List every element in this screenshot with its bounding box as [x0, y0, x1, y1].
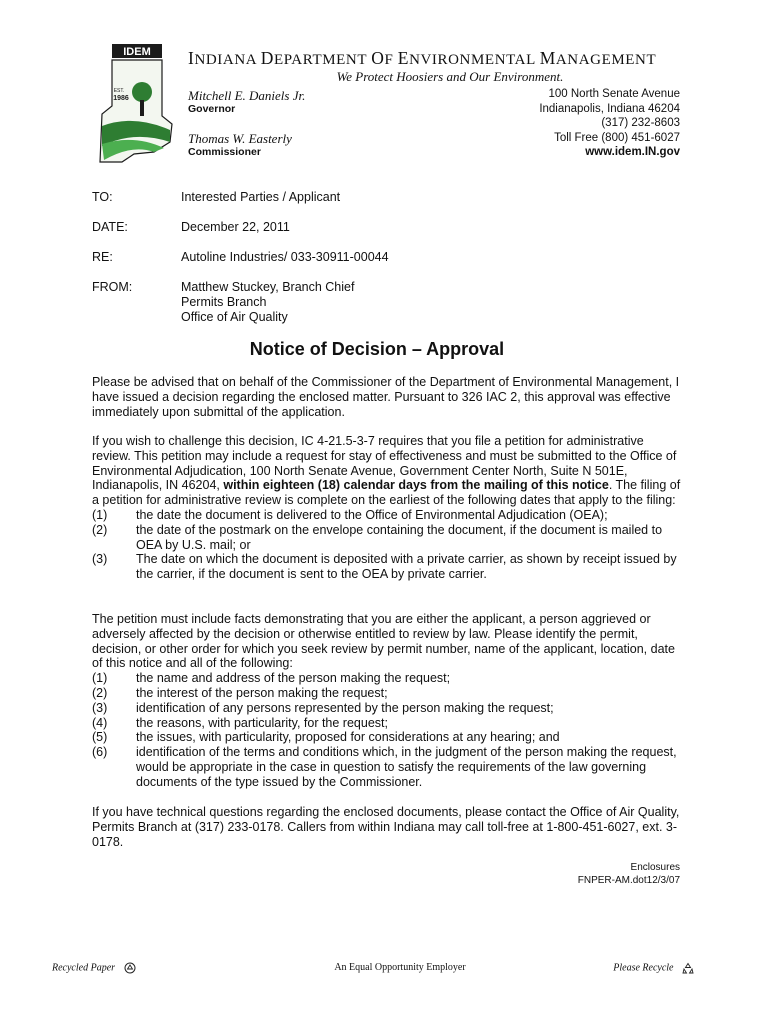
list-item-text: the reasons, with particularity, for the request; [136, 715, 388, 730]
filing-dates-list [92, 508, 686, 582]
list-item-number: (3) [92, 552, 108, 567]
logo-text: IDEM [123, 46, 151, 58]
phone: (317) 232-8603 [601, 117, 680, 129]
logo-year: 1986 [113, 95, 129, 102]
date-label: DATE: [92, 220, 128, 234]
notice-heading: Notice of Decision – Approval [249, 339, 505, 359]
paragraph-intro: Please be advised that on behalf of the Commissioner of the Department of Environmental Management, I have issued a decision regarding the enclosed matter. Pursuant to 326 IAC 2, this approval was effective immediately upon submittal of the application. [92, 375, 680, 419]
list-item-text: identification of the terms and conditions which, in the judgment of the person making the request, would be appropriate in the case in question to satisfy the requirements of the law governing documents of the type issued by the Commissioner. [136, 745, 677, 789]
list-item [92, 716, 686, 731]
idem-logo [94, 44, 174, 166]
paragraph-contact: If you have technical questions regarding the enclosed documents, please contact the Office of Air Quality, Permits Branch at (317) 233-0178. Callers from within Indiana may call toll-free at 1-800-451-6027, ext. 3-0178. [92, 805, 680, 849]
list-item-number: (5) [92, 730, 108, 745]
petition-requirements-list [92, 671, 686, 789]
list-item-number: (2) [92, 685, 108, 700]
list-item [92, 745, 686, 789]
from-line3: Office of Air Quality [181, 310, 288, 324]
list-item-text: the name and address of the person making the request; [136, 671, 451, 686]
list-item [92, 730, 686, 745]
list-item-text: The date on which the document is deposited with a private carrier, as shown by receipt issued by the carrier, if the document is sent to the OEA by private carrier. [136, 552, 677, 582]
list-item-number: (1) [92, 507, 108, 522]
governor-title: Governor [188, 103, 236, 115]
list-item [92, 686, 686, 701]
from-label: FROM: [92, 280, 133, 294]
commissioner-title: Commissioner [188, 146, 261, 158]
tagline: We Protect Hoosiers and Our Environment. [336, 69, 564, 84]
enclosures: Enclosures [630, 862, 680, 873]
list-item-text: identification of any persons represented by the person making the request; [136, 700, 554, 715]
toll-free: Toll Free (800) 451-6027 [554, 131, 680, 144]
footer-equal-opportunity: An Equal Opportunity Employer [334, 962, 466, 973]
footer-left-text: Recycled Paper [52, 962, 116, 974]
recycle-icon [682, 962, 694, 974]
governor-name: Mitchell E. Daniels Jr. [188, 88, 306, 103]
list-item [92, 523, 686, 553]
re-value: Autoline Industries/ 033-30911-00044 [181, 250, 389, 264]
form-code: FNPER-AM.dot12/3/07 [577, 875, 680, 886]
website-link[interactable]: www.idem.IN.gov [585, 146, 680, 158]
challenge-deadline: within eighteen (18) calendar days from the mailing of this notice [223, 478, 609, 493]
date-value: December 22, 2011 [181, 220, 290, 234]
paragraph-challenge [92, 434, 686, 582]
petition-intro: The petition must include facts demonstrating that you are either the applicant, a person aggrieved or adversely affected by the decision or otherwise entitled to review by law. Please identify the permit, decision, or other order for which you seek review by permit number, name of the applicant, location, date of this notice and all of the following: [92, 612, 675, 671]
address-line1: 100 North Senate Avenue [548, 88, 680, 100]
list-item-number: (2) [92, 522, 108, 537]
list-item-text: the interest of the person making the request; [136, 685, 388, 700]
paragraph-petition [92, 612, 686, 790]
logo-est: EST. [113, 88, 125, 94]
address-line2: Indianapolis, Indiana 46204 [539, 102, 680, 115]
to-label: TO: [92, 190, 113, 204]
footer-please-recycle [613, 962, 694, 974]
challenge-text-part1: If you wish to challenge this decision, IC 4-21.5-3-7 requires that you file a petition for administrative review. This petition may include a request for stay of effectiveness and must be submitted to the Office of Environmental Adjudication, 100 North Senate Avenue, Government Center North, Suite N 501E, Indianapolis, IN 46204, [92, 434, 677, 493]
from-line1: Matthew Stuckey, Branch Chief [181, 280, 355, 294]
re-label: RE: [92, 250, 113, 264]
to-value: Interested Parties / Applicant [181, 190, 341, 204]
commissioner-name: Thomas W. Easterly [188, 131, 292, 146]
list-item [92, 701, 686, 716]
list-item-number: (3) [92, 700, 108, 715]
list-item [92, 508, 686, 523]
agency-address [539, 87, 680, 160]
from-line2: Permits Branch [181, 295, 267, 309]
list-item [92, 552, 686, 582]
list-item-number: (6) [92, 745, 108, 760]
footer-right-text: Please Recycle [613, 962, 674, 974]
list-item [92, 671, 686, 686]
list-item-text: the date the document is delivered to the Office of Environmental Adjudication (OEA); [136, 507, 608, 522]
department-name: INDIANA DEPARTMENT OF ENVIRONMENTAL MANAGEMENT [188, 48, 657, 68]
idem-logo-graphic [94, 44, 174, 166]
list-item-number: (1) [92, 671, 108, 686]
list-item-number: (4) [92, 715, 108, 730]
challenge-text [92, 434, 686, 508]
list-item-text: the issues, with particularity, proposed for considerations at any hearing; and [136, 730, 560, 745]
list-item-text: the date of the postmark on the envelope containing the document, if the document is mailed to OEA by U.S. mail; or [136, 522, 663, 552]
from-block [181, 280, 354, 325]
challenge-text-part2: . The filing of a petition for administrative review is complete on the earliest of the following dates that apply to the filing: [92, 478, 681, 508]
